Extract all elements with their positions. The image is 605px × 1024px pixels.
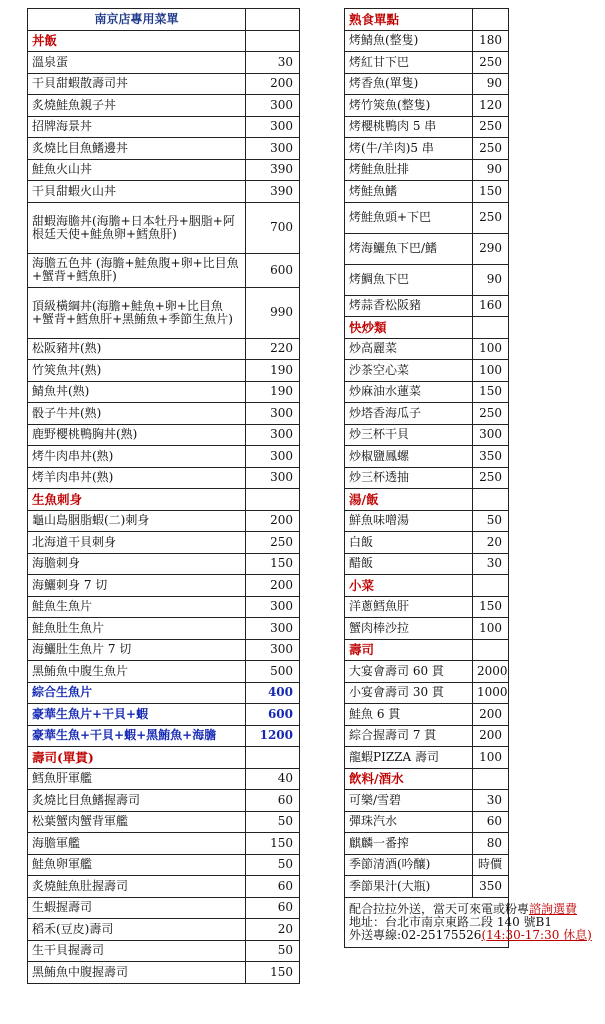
- item-name: 烤牛肉串丼(熟): [28, 446, 246, 468]
- item-price: 150: [246, 833, 300, 855]
- empty-cell: [473, 317, 509, 339]
- item-name: 醋飯: [345, 553, 473, 575]
- section-title: 熟食單點: [345, 9, 473, 31]
- item-price: 190: [246, 381, 300, 403]
- item-name: 烤羊肉串丼(熟): [28, 467, 246, 489]
- item-name: 鮮魚味噌湯: [345, 510, 473, 532]
- menu-item-row: [28, 287, 300, 338]
- section-header-row: [28, 747, 300, 769]
- item-price: 150: [246, 553, 300, 575]
- menu-item-row: [28, 596, 300, 618]
- item-name: 海膽五色丼 (海膽+鮭魚腹+卵+比目魚+蟹背+鱈魚肝): [28, 253, 246, 287]
- item-price: 250: [473, 403, 509, 425]
- menu-item-row: [345, 159, 509, 181]
- item-price: 250: [473, 467, 509, 489]
- item-price: 80: [473, 833, 509, 855]
- item-price: 400: [246, 682, 300, 704]
- item-name: 竹筴魚丼(熟): [28, 360, 246, 382]
- item-price: 300: [246, 618, 300, 640]
- item-name: 黑鮪魚中腹生魚片: [28, 661, 246, 683]
- item-name: 炒塔香海瓜子: [345, 403, 473, 425]
- item-name: 干貝甜蝦火山丼: [28, 181, 246, 203]
- menu-item-row: [345, 532, 509, 554]
- item-price: 990: [246, 287, 300, 338]
- footer-delivery-link[interactable]: 諮詢選費: [529, 901, 578, 916]
- item-price: 200: [246, 73, 300, 95]
- item-name: 季節果汁(大瓶): [345, 876, 473, 898]
- item-name: 鮭魚 6 貫: [345, 704, 473, 726]
- item-price: 300: [473, 424, 509, 446]
- item-price: 60: [473, 811, 509, 833]
- menu-item-row: [28, 73, 300, 95]
- item-price: 600: [246, 253, 300, 287]
- menu-item-row: [345, 876, 509, 898]
- menu-item-row: [28, 553, 300, 575]
- menu-item-row: [345, 510, 509, 532]
- item-name: 烤海鱺魚下巴/鰭: [345, 233, 473, 264]
- item-price: 120: [473, 95, 509, 117]
- menu-item-row: [28, 962, 300, 984]
- menu-item-row: [345, 854, 509, 876]
- item-price: 150: [473, 596, 509, 618]
- item-name: 烤(牛/羊肉)5 串: [345, 138, 473, 160]
- item-price: 350: [473, 446, 509, 468]
- menu-item-row: [28, 467, 300, 489]
- item-name: 海膽刺身: [28, 553, 246, 575]
- item-price: 220: [246, 338, 300, 360]
- item-price: 600: [246, 704, 300, 726]
- item-name: 鮭魚肚生魚片: [28, 618, 246, 640]
- menu-item-row: [28, 360, 300, 382]
- menu-item-row: [345, 747, 509, 769]
- section-title: 飲料/酒水: [345, 768, 473, 790]
- item-price: 300: [246, 403, 300, 425]
- section-header-row: [345, 9, 509, 31]
- item-price: 150: [246, 962, 300, 984]
- menu-item-row: [345, 704, 509, 726]
- section-title: 壽司: [345, 639, 473, 661]
- item-name: 頂級橫綱丼(海膽+鮭魚+卵+比目魚+蟹背+鱈魚肝+黑鮪魚+季節生魚片): [28, 287, 246, 338]
- item-price: 40: [246, 768, 300, 790]
- item-name: 烤香魚(單隻): [345, 73, 473, 95]
- item-name: 洋蔥鱈魚肝: [345, 596, 473, 618]
- item-price: 60: [246, 876, 300, 898]
- item-price: 250: [473, 138, 509, 160]
- empty-cell: [473, 489, 509, 511]
- section-title: 快炒類: [345, 317, 473, 339]
- menu-item-row: [345, 618, 509, 640]
- footer-info: [345, 897, 592, 947]
- item-price: 300: [246, 596, 300, 618]
- menu-item-row: [345, 424, 509, 446]
- left-menu-table: [27, 8, 300, 984]
- item-name: 烤鮭魚鰭: [345, 181, 473, 203]
- menu-item-row: [345, 30, 509, 52]
- menu-item-row: [28, 854, 300, 876]
- menu-item-row: [28, 725, 300, 747]
- item-name: 生干貝握壽司: [28, 940, 246, 962]
- menu-item-row: [28, 253, 300, 287]
- section-header-row: [345, 768, 509, 790]
- section-header-row: [345, 575, 509, 597]
- empty-cell: [473, 9, 509, 31]
- item-price: 250: [473, 202, 509, 233]
- item-price: 2000: [473, 661, 509, 683]
- empty-cell: [246, 9, 300, 31]
- menu-item-row: [28, 52, 300, 74]
- empty-cell: [473, 575, 509, 597]
- section-header-row: [28, 489, 300, 511]
- item-price: 50: [246, 940, 300, 962]
- menu-item-row: [28, 532, 300, 554]
- item-name: 炙燒鮭魚肚握壽司: [28, 876, 246, 898]
- item-name: 鯖魚丼(熟): [28, 381, 246, 403]
- section-title: 湯/飯: [345, 489, 473, 511]
- item-price: 100: [473, 360, 509, 382]
- footer-delivery-note: 配合拉拉外送，當天可來電或粉專: [349, 901, 530, 916]
- item-price: 時價: [473, 854, 509, 876]
- section-header-row: [345, 317, 509, 339]
- item-price: 300: [246, 138, 300, 160]
- menu-item-row: [345, 790, 509, 812]
- menu-item-row: [345, 295, 509, 317]
- item-price: 250: [246, 532, 300, 554]
- item-name: 大宴會壽司 60 貫: [345, 661, 473, 683]
- menu-item-row: [28, 95, 300, 117]
- item-name: 松葉蟹肉蟹背軍艦: [28, 811, 246, 833]
- item-name: 招牌海景丼: [28, 116, 246, 138]
- menu-item-row: [345, 446, 509, 468]
- item-name: 蟹肉棒沙拉: [345, 618, 473, 640]
- menu-item-row: [345, 682, 509, 704]
- item-name: 生蝦握壽司: [28, 897, 246, 919]
- item-price: 1200: [246, 725, 300, 747]
- item-price: 290: [473, 233, 509, 264]
- menu-item-row: [28, 768, 300, 790]
- menu-item-row: [345, 264, 509, 295]
- menu-header-row: [28, 9, 300, 31]
- menu-item-row: [345, 202, 509, 233]
- item-price: 100: [473, 338, 509, 360]
- menu-item-row: [28, 790, 300, 812]
- item-price: 150: [473, 181, 509, 203]
- menu-item-row: [345, 233, 509, 264]
- menu-item-row: [345, 833, 509, 855]
- item-price: 50: [246, 811, 300, 833]
- item-price: 250: [473, 52, 509, 74]
- menu-item-row: [28, 181, 300, 203]
- footer-phone: 外送專線:02-25175526: [349, 927, 482, 942]
- empty-cell: [473, 768, 509, 790]
- menu-item-row: [28, 811, 300, 833]
- menu-item-row: [28, 338, 300, 360]
- item-name: 沙茶空心菜: [345, 360, 473, 382]
- item-name: 綜合握壽司 7 貫: [345, 725, 473, 747]
- empty-cell: [473, 639, 509, 661]
- empty-cell: [246, 489, 300, 511]
- item-price: 190: [246, 360, 300, 382]
- item-name: 龜山島胭脂蝦(二)刺身: [28, 510, 246, 532]
- item-name: 稻禾(豆皮)壽司: [28, 919, 246, 941]
- menu-item-row: [28, 424, 300, 446]
- menu-item-row: [28, 618, 300, 640]
- menu-item-row: [345, 661, 509, 683]
- item-price: 300: [246, 95, 300, 117]
- menu-item-row: [28, 897, 300, 919]
- item-price: 300: [246, 424, 300, 446]
- menu-item-row: [345, 95, 509, 117]
- item-name: 海鱺肚生魚片 7 切: [28, 639, 246, 661]
- item-price: 350: [473, 876, 509, 898]
- menu-item-row: [345, 73, 509, 95]
- item-name: 豪華生魚片+干貝+蝦: [28, 704, 246, 726]
- item-price: 390: [246, 181, 300, 203]
- item-name: 松阪豬丼(熟): [28, 338, 246, 360]
- item-price: 200: [473, 704, 509, 726]
- menu-item-row: [345, 725, 509, 747]
- item-name: 炙燒鮭魚親子丼: [28, 95, 246, 117]
- item-name: 麒麟一番搾: [345, 833, 473, 855]
- menu-item-row: [28, 919, 300, 941]
- menu-item-row: [345, 467, 509, 489]
- menu-item-row: [28, 202, 300, 253]
- item-price: 300: [246, 446, 300, 468]
- item-name: 鮭魚火山丼: [28, 159, 246, 181]
- item-price: 300: [246, 467, 300, 489]
- item-price: 200: [246, 510, 300, 532]
- menu-item-row: [28, 138, 300, 160]
- section-title: 小菜: [345, 575, 473, 597]
- menu-item-row: [28, 403, 300, 425]
- menu-item-row: [345, 553, 509, 575]
- item-name: 干貝甜蝦散壽司丼: [28, 73, 246, 95]
- item-price: 200: [473, 725, 509, 747]
- menu-item-row: [345, 52, 509, 74]
- menu-item-row: [28, 639, 300, 661]
- footer-hours: (14:30-17:30 休息): [481, 927, 592, 942]
- section-title: 丼飯: [28, 30, 246, 52]
- menu-item-row: [345, 403, 509, 425]
- menu-item-row: [28, 381, 300, 403]
- item-price: 90: [473, 159, 509, 181]
- item-price: 30: [473, 553, 509, 575]
- item-name: 烤紅甘下巴: [345, 52, 473, 74]
- empty-cell: [246, 747, 300, 769]
- item-price: 700: [246, 202, 300, 253]
- item-name: 烤鯖魚(整隻): [345, 30, 473, 52]
- menu-item-row: [28, 876, 300, 898]
- item-name: 白飯: [345, 532, 473, 554]
- item-name: 豪華生魚+干貝+蝦+黑鮪魚+海膽: [28, 725, 246, 747]
- item-name: 炙燒比目魚鰭握壽司: [28, 790, 246, 812]
- menu-item-row: [28, 661, 300, 683]
- item-name: 可樂/雪碧: [345, 790, 473, 812]
- item-name: 骰子牛丼(熟): [28, 403, 246, 425]
- item-price: 50: [246, 854, 300, 876]
- item-name: 小宴會壽司 30 貫: [345, 682, 473, 704]
- menu-item-row: [345, 381, 509, 403]
- item-name: 鮭魚卵軍艦: [28, 854, 246, 876]
- menu-item-row: [28, 575, 300, 597]
- item-name: 海膽軍艦: [28, 833, 246, 855]
- item-name: 溫泉蛋: [28, 52, 246, 74]
- footer-row: [345, 897, 509, 947]
- item-name: 彈珠汽水: [345, 811, 473, 833]
- right-menu-table: [344, 8, 592, 948]
- menu-item-row: [345, 811, 509, 833]
- section-title: 壽司(單貫): [28, 747, 246, 769]
- menu-item-row: [28, 446, 300, 468]
- menu-item-row: [28, 833, 300, 855]
- item-name: 甜蝦海膽丼(海膽+日本牡丹+胭脂+阿根廷天使+鮭魚卵+鱈魚肝): [28, 202, 246, 253]
- item-price: 90: [473, 264, 509, 295]
- item-price: 50: [473, 510, 509, 532]
- item-name: 鹿野櫻桃鴨胸丼(熟): [28, 424, 246, 446]
- item-name: 炒麻油水蓮菜: [345, 381, 473, 403]
- menu-item-row: [28, 510, 300, 532]
- item-name: 黑鮪魚中腹握壽司: [28, 962, 246, 984]
- menu-item-row: [345, 138, 509, 160]
- item-name: 烤櫻桃鴨肉 5 串: [345, 116, 473, 138]
- item-price: 20: [473, 532, 509, 554]
- menu-item-row: [28, 940, 300, 962]
- item-name: 炒椒鹽鳳螺: [345, 446, 473, 468]
- item-name: 北海道干貝刺身: [28, 532, 246, 554]
- item-name: 龍蝦PIZZA 壽司: [345, 747, 473, 769]
- menu-item-row: [28, 159, 300, 181]
- item-name: 炒三杯透抽: [345, 467, 473, 489]
- item-name: 綜合生魚片: [28, 682, 246, 704]
- section-header-row: [345, 489, 509, 511]
- item-price: 160: [473, 295, 509, 317]
- menu-header: 南京店專用菜單: [28, 9, 246, 31]
- item-name: 鮭魚生魚片: [28, 596, 246, 618]
- item-price: 390: [246, 159, 300, 181]
- item-name: 炒三杯干貝: [345, 424, 473, 446]
- section-header-row: [345, 639, 509, 661]
- item-price: 30: [246, 52, 300, 74]
- item-name: 炙燒比目魚鰭邊丼: [28, 138, 246, 160]
- item-name: 烤鮭魚頭+下巴: [345, 202, 473, 233]
- item-price: 150: [473, 381, 509, 403]
- empty-cell: [246, 30, 300, 52]
- item-name: 海鱺刺身 7 切: [28, 575, 246, 597]
- menu-item-row: [28, 116, 300, 138]
- menu-item-row: [345, 360, 509, 382]
- item-price: 180: [473, 30, 509, 52]
- item-price: 100: [473, 618, 509, 640]
- menu-item-row: [345, 181, 509, 203]
- item-name: 烤蒜香松阪豬: [345, 295, 473, 317]
- item-price: 60: [246, 790, 300, 812]
- item-name: 烤鮭魚肚排: [345, 159, 473, 181]
- item-price: 20: [246, 919, 300, 941]
- section-title: 生魚刺身: [28, 489, 246, 511]
- menu-item-row: [28, 704, 300, 726]
- item-price: 30: [473, 790, 509, 812]
- item-price: 100: [473, 747, 509, 769]
- section-header-row: [28, 30, 300, 52]
- item-name: 季節清酒(吟釀): [345, 854, 473, 876]
- item-price: 1000: [473, 682, 509, 704]
- item-price: 250: [473, 116, 509, 138]
- item-price: 300: [246, 639, 300, 661]
- item-price: 90: [473, 73, 509, 95]
- menu-item-row: [345, 116, 509, 138]
- item-name: 炒高麗菜: [345, 338, 473, 360]
- menu-item-row: [345, 596, 509, 618]
- menu-item-row: [28, 682, 300, 704]
- item-name: 烤鯛魚下巴: [345, 264, 473, 295]
- item-price: 200: [246, 575, 300, 597]
- item-name: 烤竹筴魚(整隻): [345, 95, 473, 117]
- item-price: 60: [246, 897, 300, 919]
- item-price: 300: [246, 116, 300, 138]
- item-price: 500: [246, 661, 300, 683]
- footer-address: 地址：台北市南京東路二段 140 號B1: [349, 914, 552, 929]
- item-name: 鱈魚肝軍艦: [28, 768, 246, 790]
- menu-item-row: [345, 338, 509, 360]
